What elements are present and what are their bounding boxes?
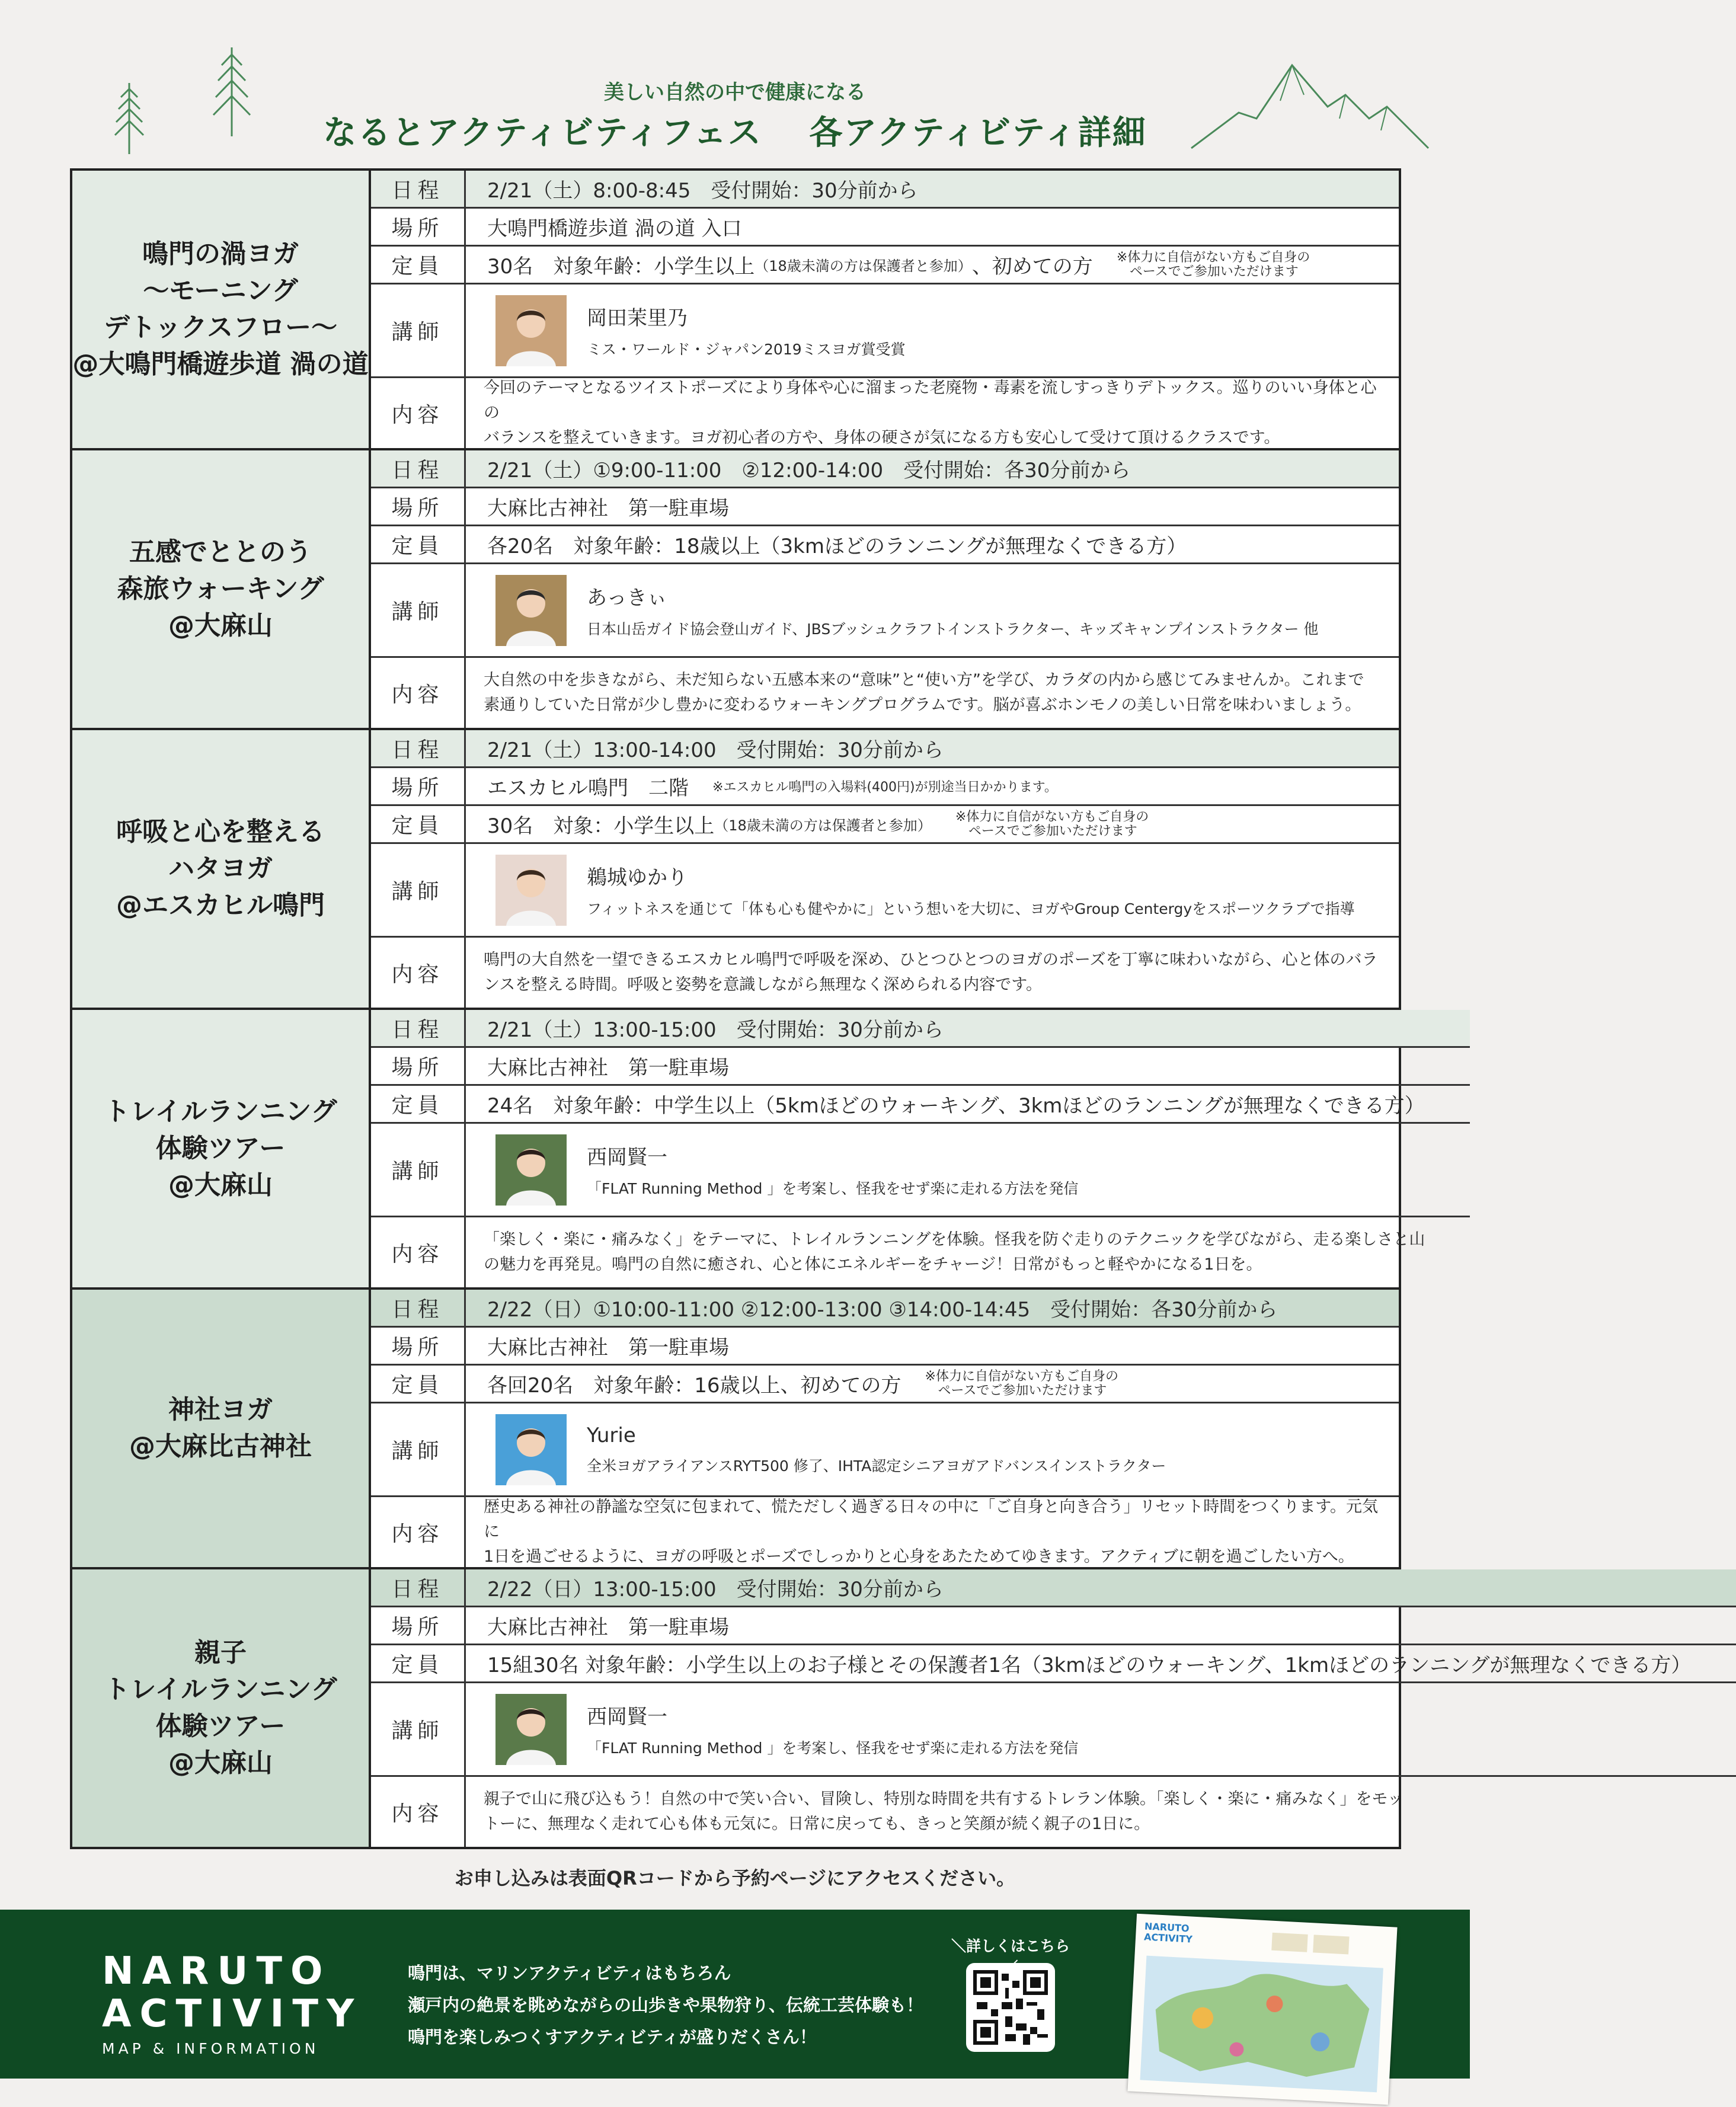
instructor-row: [371, 1683, 1736, 1777]
capacity-small-note: （18歳未満の方は保護者と参加）: [714, 817, 932, 834]
activity-section: [72, 171, 1399, 450]
content-label: 内容: [371, 1497, 466, 1567]
content-label: 内容: [371, 378, 466, 448]
capacity-label: 定員: [371, 1366, 466, 1402]
schedule-value: 2/21（土）①9:00-11:00 ②12:00-14:00 受付開始：各30分前から: [487, 459, 1131, 482]
content-row: [371, 1777, 1736, 1847]
instructor-row: [371, 844, 1399, 938]
place-cell: [466, 1048, 1470, 1084]
schedule-label: 日程: [371, 171, 466, 207]
instructor-cell: [466, 844, 1399, 936]
instructor-desc: ミス・ワールド・ジャパン2019ミスヨガ賞受賞: [587, 341, 906, 358]
instructor-label: 講師: [371, 284, 466, 376]
schedule-label: 日程: [371, 1010, 466, 1046]
activity-details: [371, 730, 1399, 1008]
instructor-avatar: [495, 855, 567, 926]
page-subtitle: 美しい自然の中で健康になる: [604, 81, 866, 104]
content-label: 内容: [371, 658, 466, 728]
instructor-avatar: [495, 1134, 567, 1206]
page-title: なるとアクティビティフェス 各アクティビティ詳細: [323, 114, 1147, 152]
instructor-row: [371, 564, 1399, 658]
instructor-info: [587, 302, 906, 359]
content-label: 内容: [371, 1217, 466, 1287]
activity-details: [371, 450, 1399, 728]
place-cell: [466, 1328, 1399, 1364]
instructor-desc: フィットネスを通じて「体も心も健やかに」という想いを大切に、ヨガやGroup Centergyをスポーツクラブで指導: [587, 900, 1355, 917]
content-row: [371, 1497, 1399, 1567]
activity-title: 呼吸と心を整える ハタヨガ @エスカヒル鳴門: [72, 730, 371, 1008]
capacity-cell: [466, 526, 1399, 562]
place-cell: [466, 488, 1399, 525]
instructor-avatar: [495, 575, 567, 646]
instructor-name: 岡田茉里乃: [587, 306, 688, 330]
place-label: 場所: [371, 1048, 466, 1084]
qr-code-graphic: [973, 1970, 1048, 2045]
instructor-info: [587, 1700, 1078, 1758]
place-cell: [466, 768, 1399, 804]
activity-section: [72, 1010, 1425, 1290]
capacity-label: 定員: [371, 1645, 466, 1681]
schedule-row: [371, 171, 1399, 209]
capacity-row: [371, 1645, 1736, 1683]
person-icon: [495, 855, 567, 926]
content-label: 内容: [371, 1777, 466, 1847]
place-value: エスカヒル鳴門 二階: [487, 776, 689, 800]
apply-note: お申し込みは表面QRコードから予約ページにアクセスください。: [454, 1867, 1016, 1889]
person-icon: [495, 1694, 567, 1765]
schedule-row: [371, 730, 1399, 768]
naruto-activity-logo: [102, 1950, 369, 2057]
place-label: 場所: [371, 1328, 466, 1364]
place-cell: [466, 209, 1399, 245]
instructor-avatar: [495, 1694, 567, 1765]
place-note: ※エスカヒル鳴門の入場料(400円)が別途当日かかります。: [712, 780, 1057, 795]
page-header: [0, 0, 1470, 169]
capacity-value: 30名 対象：小学生以上: [487, 814, 715, 838]
schedule-value: 2/21（土）13:00-14:00 受付開始：30分前から: [487, 738, 944, 762]
capacity-value: 各20名 対象年齢：18歳以上（3kmほどのランニングが無理なくできる方）: [487, 535, 1187, 558]
capacity-row: [371, 1086, 1470, 1124]
capacity-row: [371, 1366, 1399, 1403]
instructor-cell: [466, 1124, 1470, 1216]
capacity-cell: [466, 1086, 1470, 1122]
brochure-thumbnail: [1127, 1914, 1397, 2105]
instructor-row: [371, 1124, 1470, 1217]
place-row: [371, 768, 1399, 806]
instructor-info: [587, 1424, 1166, 1476]
content-value: 鳴門の大自然を一望できるエスカヒル鳴門で呼吸を深め、ひとつひとつのヨガのポーズを丁寧に味わいながら、心と体のバラ ンスを整える時間。呼吸と姿勢を意識しながら無理なく深められる内容です。: [484, 951, 1378, 994]
instructor-name: Yurie: [587, 1423, 636, 1447]
capacity-value: 30名 対象年齢：小学生以上: [487, 255, 755, 279]
activity-details: [371, 1569, 1736, 1847]
instructor-label: 講師: [371, 1403, 466, 1495]
qr-code-icon[interactable]: [966, 1963, 1055, 2052]
place-row: [371, 1607, 1736, 1645]
schedule-row: [371, 450, 1399, 488]
instructor-avatar: [495, 1414, 567, 1485]
instructor-label: 講師: [371, 1124, 466, 1216]
person-icon: [495, 575, 567, 646]
activity-section: [72, 1569, 1692, 1847]
schedule-value: 2/22（日）13:00-15:00 受付開始：30分前から: [487, 1578, 944, 1601]
instructor-desc: 全米ヨガアライアンスRYT500 修了、IHTA認定シニアヨガアドバンスインストラクター: [587, 1457, 1166, 1475]
capacity-cell: [466, 806, 1399, 842]
capacity-note: ※体力に自信がない方もご自身の ペースでご参加いただけます: [955, 809, 1149, 839]
instructor-label: 講師: [371, 564, 466, 656]
activity-title: 五感でととのう 森旅ウォーキング @大麻山: [72, 450, 371, 728]
schedule-row: [371, 1569, 1736, 1607]
place-value: 大麻比古神社 第一駐車場: [487, 1616, 729, 1639]
instructor-label: 講師: [371, 1683, 466, 1775]
schedule-value: 2/21（土）8:00-8:45 受付開始：30分前から: [487, 179, 918, 203]
place-row: [371, 209, 1399, 247]
instructor-info: [587, 1141, 1078, 1198]
instructor-cell: [466, 284, 1399, 376]
place-row: [371, 1048, 1470, 1086]
instructor-name: 西岡賢一: [587, 1705, 667, 1729]
promo-text: 鳴門は、マリンアクティビティはもちろん 瀬戸内の絶景を眺めながらの山歩きや果物狩り、伝統工芸体験も！ 鳴門を楽しみつくすアクティビティが盛りだくさん！: [408, 1963, 924, 2047]
instructor-info: [587, 861, 1355, 919]
activity-title: 親子 トレイルランニング 体験ツアー @大麻山: [72, 1569, 371, 1847]
activity-section: [72, 450, 1399, 730]
capacity-cell: [466, 1645, 1736, 1681]
place-label: 場所: [371, 768, 466, 804]
schedule-value: 2/22（日）①10:00-11:00 ②12:00-13:00 ③14:00-14:45 受付開始：各30分前から: [487, 1298, 1278, 1322]
capacity-row: [371, 526, 1399, 564]
capacity-row: [371, 247, 1399, 284]
capacity-value: 24名 対象年齢：中学生以上（5kmほどのウォーキング、3kmほどのランニングが無理なくできる方）: [487, 1094, 1425, 1118]
instructor-cell: [466, 1683, 1736, 1775]
capacity-label: 定員: [371, 1086, 466, 1122]
activity-section: [72, 730, 1399, 1010]
content-row: [371, 658, 1399, 728]
capacity-note: ※体力に自信がない方もご自身の ペースでご参加いただけます: [925, 1369, 1118, 1398]
place-label: 場所: [371, 209, 466, 245]
instructor-row: [371, 284, 1399, 378]
capacity-label: 定員: [371, 526, 466, 562]
place-value: 大麻比古神社 第一駐車場: [487, 1336, 729, 1360]
qr-label: ＼詳しくはこちら: [951, 1937, 1070, 1955]
schedule-label: 日程: [371, 450, 466, 487]
capacity-small-note: （18歳未満の方は保護者と参加）: [754, 258, 972, 274]
capacity-tail: 、初めての方: [971, 255, 1093, 279]
instructor-label: 講師: [371, 844, 466, 936]
instructor-cell: [466, 564, 1399, 656]
brochure-title: NARUTO ACTIVITY: [1143, 1920, 1193, 1945]
content-row: [371, 378, 1399, 448]
capacity-note: ※体力に自信がない方もご自身の ペースでご参加いただけます: [1116, 250, 1310, 279]
instructor-cell: [466, 1403, 1399, 1495]
activity-section: [72, 1290, 1399, 1569]
content-value: 親子で山に飛び込もう！自然の中で笑い合い、冒険し、特別な時間を共有するトレラン体験。「楽しく・楽に・痛みなく」をモッ トーに、無理なく走れて心も体も元気に。日常に戻っても、きっと笑顔が続く親子の1日に。: [484, 1790, 1403, 1833]
place-value: 大鳴門橋遊歩道 渦の道 入口: [487, 217, 742, 241]
schedule-label: 日程: [371, 1290, 466, 1326]
logo-line-1: NARUTO: [102, 1949, 331, 1993]
place-row: [371, 1328, 1399, 1366]
content-label: 内容: [371, 938, 466, 1008]
content-row: [371, 938, 1399, 1008]
instructor-name: 西岡賢一: [587, 1146, 667, 1169]
content-value: 今回のテーマとなるツイストポーズにより身体や心に溜まった老廃物・毒素を流しすっきりデトックス。巡りのいい身体と心の バランスを整えていきます。ヨガ初心者の方や、身体の硬さが気になる方も安心して受けて頂けるクラスです。: [484, 379, 1377, 447]
activity-details: [371, 1010, 1470, 1287]
place-value: 大麻比古神社 第一駐車場: [487, 497, 729, 520]
place-value: 大麻比古神社 第一駐車場: [487, 1056, 729, 1080]
capacity-value: 各回20名 対象年齢：16歳以上、初めての方: [487, 1374, 901, 1398]
schedule-label: 日程: [371, 1569, 466, 1606]
activity-details: [371, 1290, 1399, 1567]
instructor-desc: 「FLAT Running Method 」を考案し、怪我をせず楽に走れる方法を発信: [587, 1740, 1079, 1757]
instructor-avatar: [495, 295, 567, 366]
instructor-name: 鵜城ゆかり: [587, 866, 688, 890]
instructor-info: [587, 581, 1318, 639]
place-label: 場所: [371, 1607, 466, 1644]
place-cell: [466, 1607, 1736, 1644]
schedule-label: 日程: [371, 730, 466, 766]
capacity-cell: [466, 247, 1399, 283]
content-value: 歴史ある神社の静謐な空気に包まれて、慌ただしく過ぎる日々の中に「ご自身と向き合う」リセット時間をつくります。元気に 1日を過ごせるように、ヨガの呼吸とポーズでしっかりと心身をあたためてゆきます。アクティブに朝を過ごしたい方へ。: [484, 1498, 1379, 1566]
activity-title: 鳴門の渦ヨガ 〜モーニング デトックスフロー〜 @大鳴門橋遊歩道 渦の道: [72, 171, 371, 448]
person-icon: [495, 1134, 567, 1206]
schedule-row: [371, 1010, 1470, 1048]
person-icon: [495, 1414, 567, 1485]
schedule-value: 2/21（土）13:00-15:00 受付開始：30分前から: [487, 1018, 944, 1042]
instructor-desc: 日本山岳ガイド協会登山ガイド、JBSブッシュクラフトインストラクター、キッズキャンプインストラクター 他: [587, 621, 1319, 638]
activity-title: 神社ヨガ @大麻比古神社: [72, 1290, 371, 1567]
capacity-label: 定員: [371, 247, 466, 283]
place-label: 場所: [371, 488, 466, 525]
person-icon: [495, 295, 567, 366]
content-value: 「楽しく・楽に・痛みなく」をテーマに、トレイルランニングを体験。怪我を防ぐ走りのテクニックを学びながら、走る楽しさと山 の魅力を再発見。鳴門の自然に癒され、心と体にエネルギーをチャージ！日常がもっと軽やかになる1日を。: [484, 1230, 1425, 1274]
schedule-row: [371, 1290, 1399, 1328]
instructor-row: [371, 1403, 1399, 1497]
content-value: 大自然の中を歩きながら、未だ知らない五感本来の“意味”と“使い方”を学び、カラダの内から感じてみませんか。これまで 素通りしていた日常が少し豊かに変わるウォーキングプログラムです。脳が喜ぶホンモノの美しい日常を味わいましょう。: [484, 671, 1364, 714]
activity-details: [371, 171, 1399, 448]
content-row: [371, 1217, 1470, 1287]
capacity-value: 15組30名 対象年齢：小学生以上のお子様とその保護者1名（3kmほどのウォーキング、1kmほどのランニングが無理なくできる方）: [487, 1654, 1692, 1677]
instructor-name: あっきぃ: [587, 586, 667, 610]
capacity-label: 定員: [371, 806, 466, 842]
footer-band: [0, 1910, 1470, 2079]
logo-line-2: ACTIVITY: [102, 1992, 363, 2036]
activity-title: トレイルランニング 体験ツアー @大麻山: [72, 1010, 371, 1287]
place-row: [371, 488, 1399, 526]
capacity-cell: [466, 1366, 1399, 1402]
capacity-row: [371, 806, 1399, 844]
activities-table: [70, 168, 1692, 1849]
logo-line-3: MAP & INFORMATION: [102, 2040, 319, 2057]
instructor-desc: 「FLAT Running Method 」を考案し、怪我をせず楽に走れる方法を発信: [587, 1180, 1079, 1197]
